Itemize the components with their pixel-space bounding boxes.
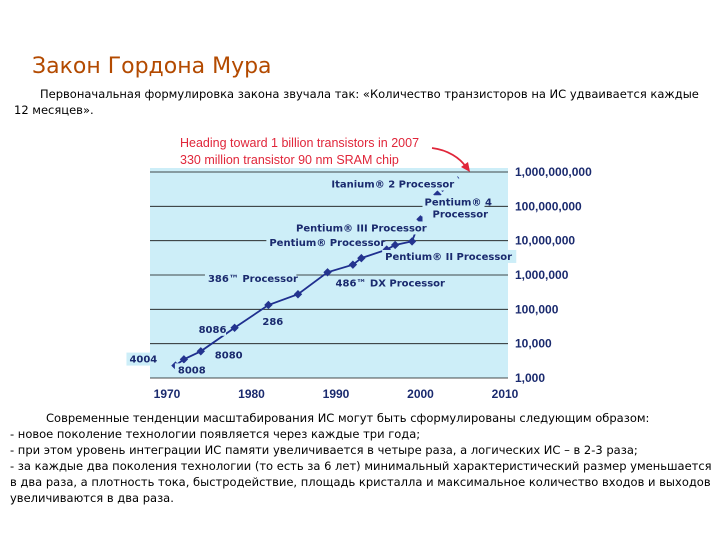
body-bullet-2: - при этом уровень интеграции ИС памяти увеличивается в четыре раза, а логических ИС – в 2-3 раза; — [10, 443, 638, 457]
body-bullet-3: - за каждые два поколения технологии (то есть за 6 лет) минимальный характеристический размер уменьшается в два раза, а плотность тока, быстродействие, площадь кристалла и максимальное количество входов и выходов увеличиваются в два раза. — [10, 459, 712, 505]
body-lead: Современные тенденции масштабирования ИС могут быть сформулированы следующим образом: — [46, 411, 650, 425]
y-tick-label: 100,000 — [515, 302, 559, 317]
intro-paragraph: Первоначальная формулировка закона звучала так: «Количество транзисторов на ИС удваивается каждые 12 месяцев». — [14, 87, 699, 117]
point-label: 386™ Processor — [207, 274, 298, 286]
y-tick-label: 10,000,000 — [515, 233, 576, 248]
x-tick-label: 1980 — [238, 387, 265, 401]
point-label: 286 — [262, 316, 284, 328]
point-label: 8080 — [214, 350, 243, 362]
x-tick-label: 1990 — [322, 387, 350, 401]
point-label: 8008 — [177, 365, 206, 377]
annotation-2: 330 million transistor 90 nm SRAM chip — [180, 153, 399, 167]
point-label: Itanium® 2 Processor — [331, 179, 455, 191]
y-tick-label: 10,000 — [515, 336, 552, 351]
point-label: Pentium® Processor — [269, 238, 386, 250]
moore-law-chart — [0, 128, 720, 408]
point-label: 4004 — [129, 354, 158, 366]
point-label: 486™ DX Processor — [335, 278, 445, 290]
y-tick-label: 1,000 — [515, 371, 546, 385]
y-tick-label: 1,000,000 — [515, 268, 569, 282]
x-tick-label: 1970 — [153, 387, 181, 401]
y-tick-label: 1,000,000,000 — [515, 165, 592, 179]
y-tick-label: 100,000,000 — [515, 199, 582, 214]
point-label: 8086 — [198, 324, 227, 336]
body-bullet-1: - новое поколение технологии появляется через каждые три года; — [10, 427, 421, 441]
point-label: Pentium® 4 Processor — [424, 197, 492, 221]
body-text — [10, 410, 714, 506]
x-axis-labels — [154, 387, 519, 401]
point-label: Pentium® III Processor — [296, 223, 427, 235]
x-tick-label: 2010 — [491, 387, 519, 401]
annotation-arrow — [432, 148, 466, 167]
annotation-1: Heading toward 1 billion transistors in 2007 — [180, 136, 420, 150]
slide-title: Закон Гордона Мура — [32, 54, 272, 79]
y-axis-labels — [515, 165, 592, 385]
point-label: Pentium® II Processor — [385, 251, 513, 263]
x-tick-label: 2000 — [407, 387, 434, 401]
